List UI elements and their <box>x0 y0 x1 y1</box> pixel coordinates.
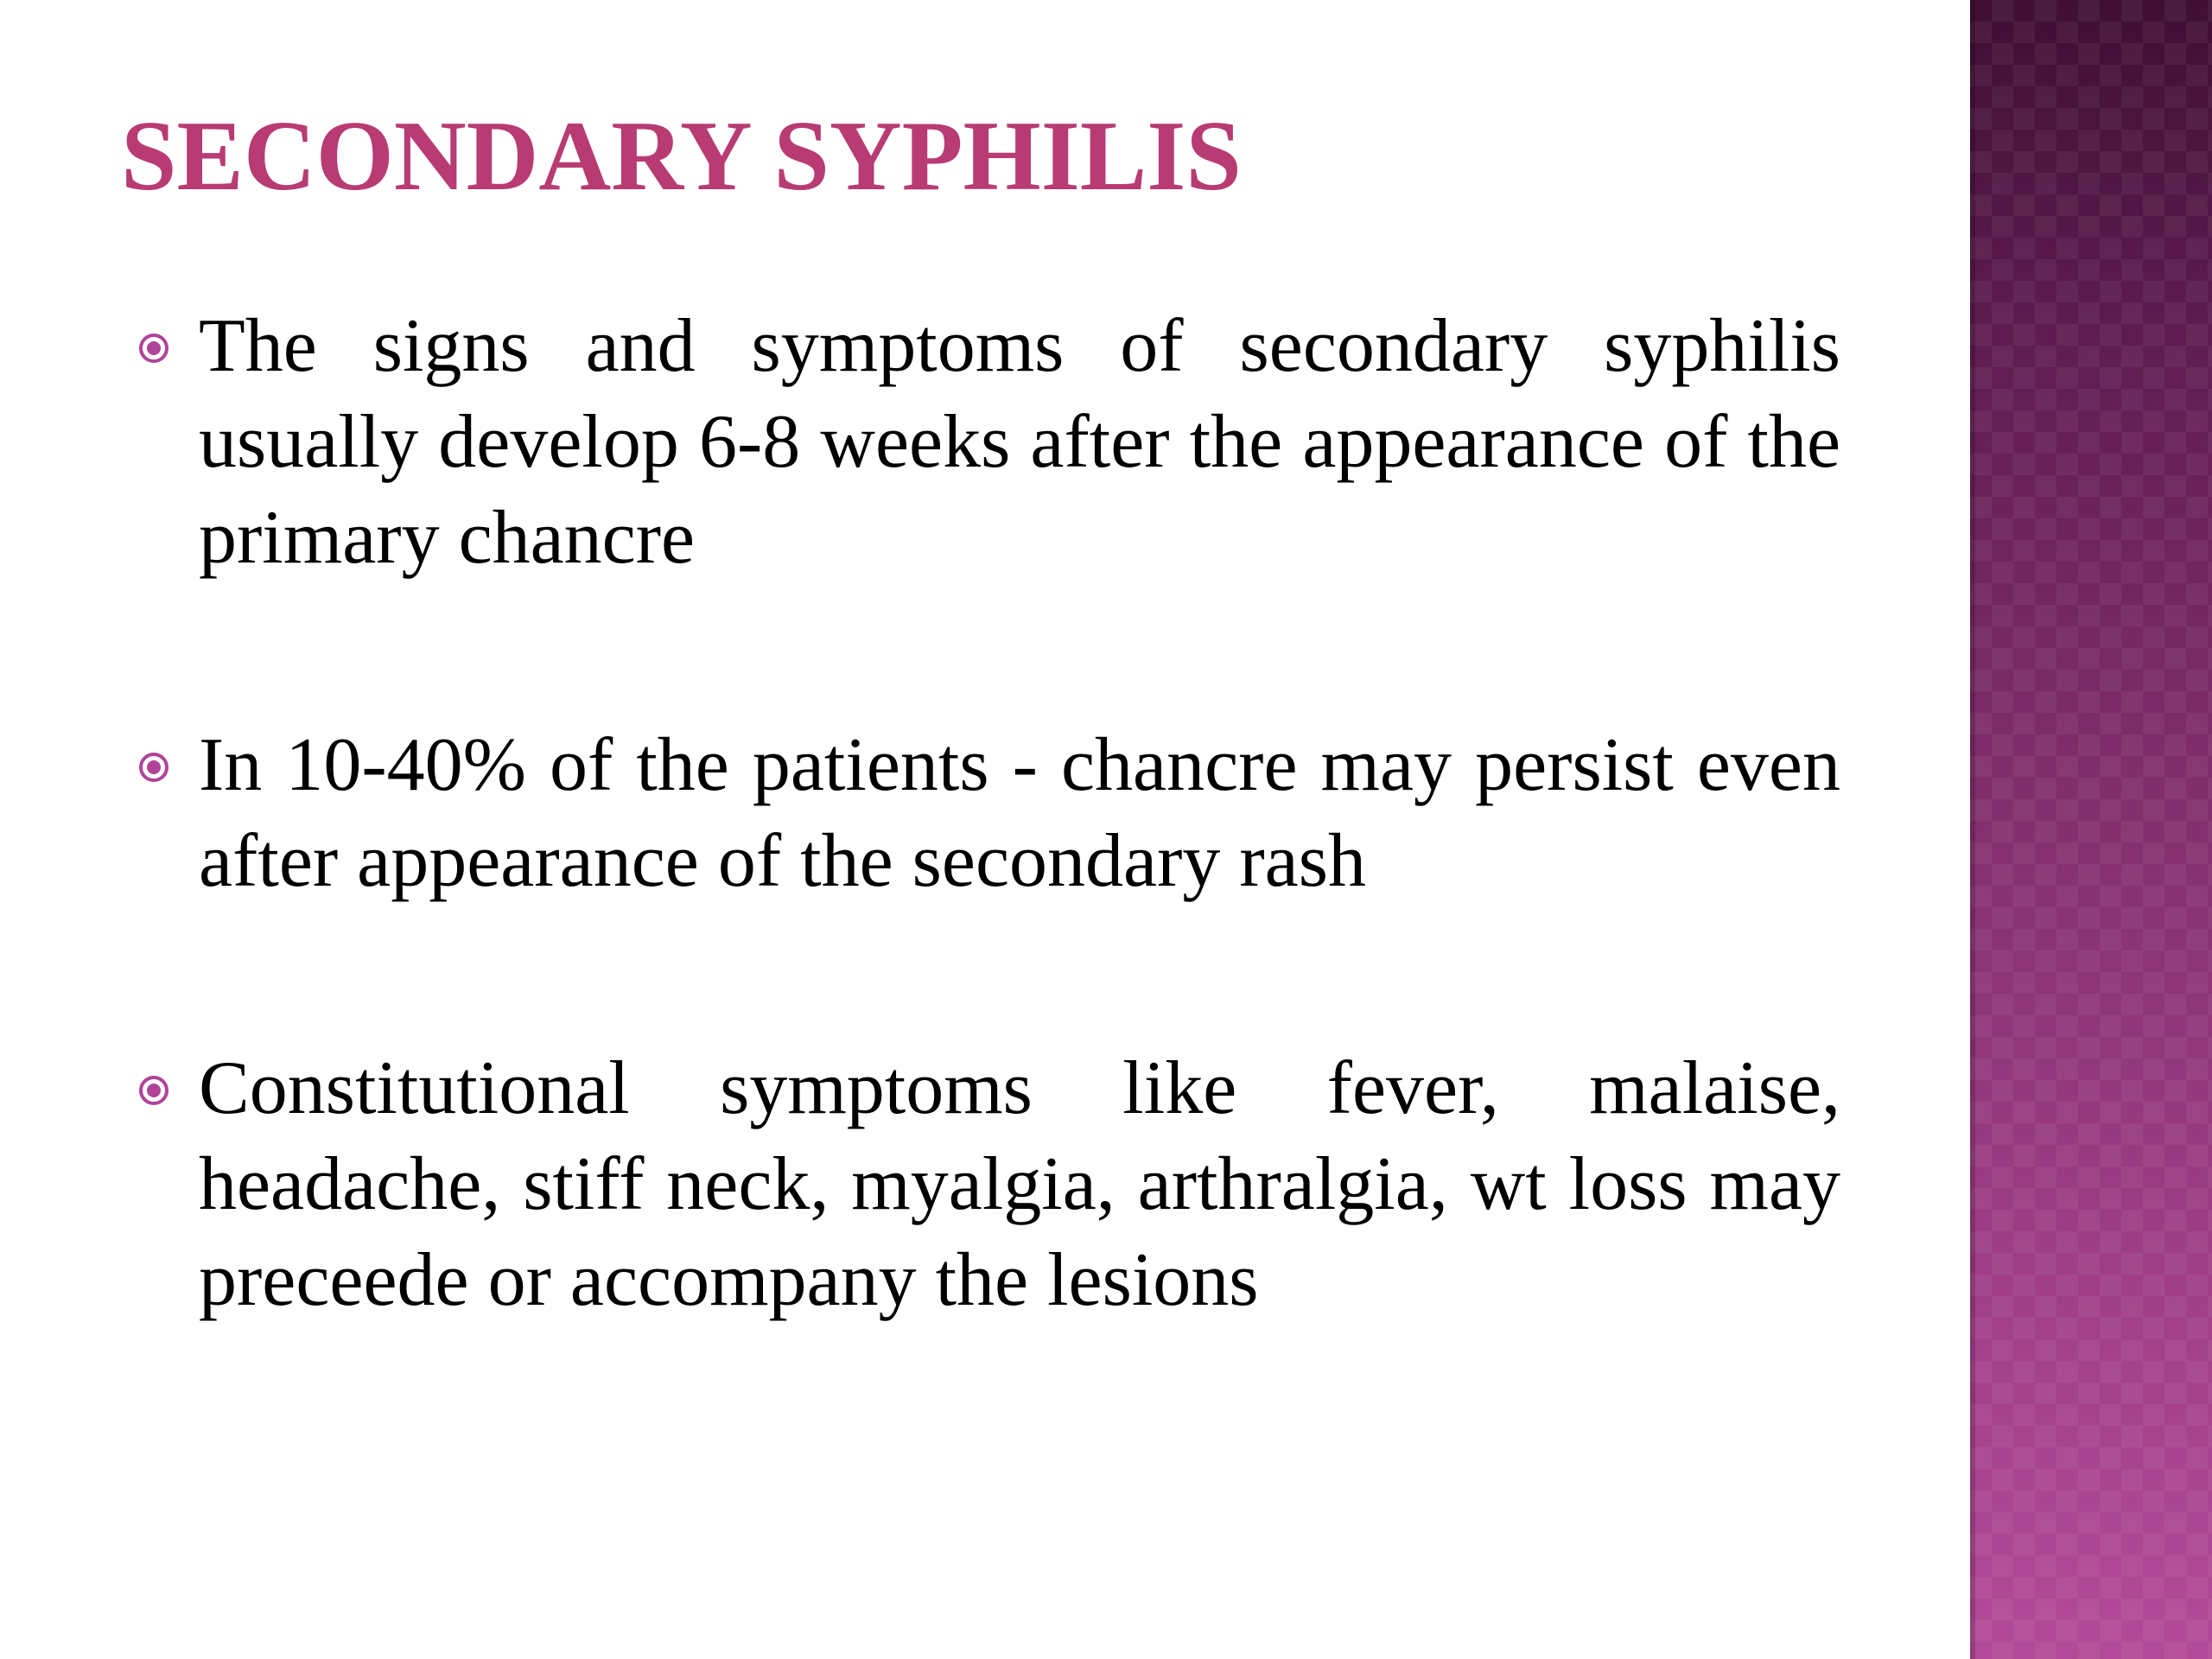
decorative-side-band <box>1970 0 2212 1659</box>
bullet-text-2: In 10-40% of the patients - chancre may persist even after appearance of the secondary rash <box>199 723 1840 903</box>
bullet-item-1 <box>130 298 1840 586</box>
bullet-list <box>130 298 1840 1328</box>
slide-title: SECONDARY SYPHILIS <box>121 101 1242 212</box>
bullet-text-3: Constitutional symptoms like fever, malaise, headache, stiff neck, myalgia, arthralgia, wt loss may preceede or accompany the lesions <box>199 1046 1840 1322</box>
bullet-circle-dot-icon <box>137 331 171 365</box>
bullet-circle-dot-icon <box>137 1073 171 1108</box>
bullet-text-1: The signs and symptoms of secondary syphilis usually develop 6-8 weeks after the appearance of the primary chancre <box>199 304 1840 580</box>
bullet-item-3 <box>130 1040 1840 1328</box>
bullet-item-2 <box>130 717 1840 909</box>
bullet-circle-dot-icon <box>137 750 171 785</box>
